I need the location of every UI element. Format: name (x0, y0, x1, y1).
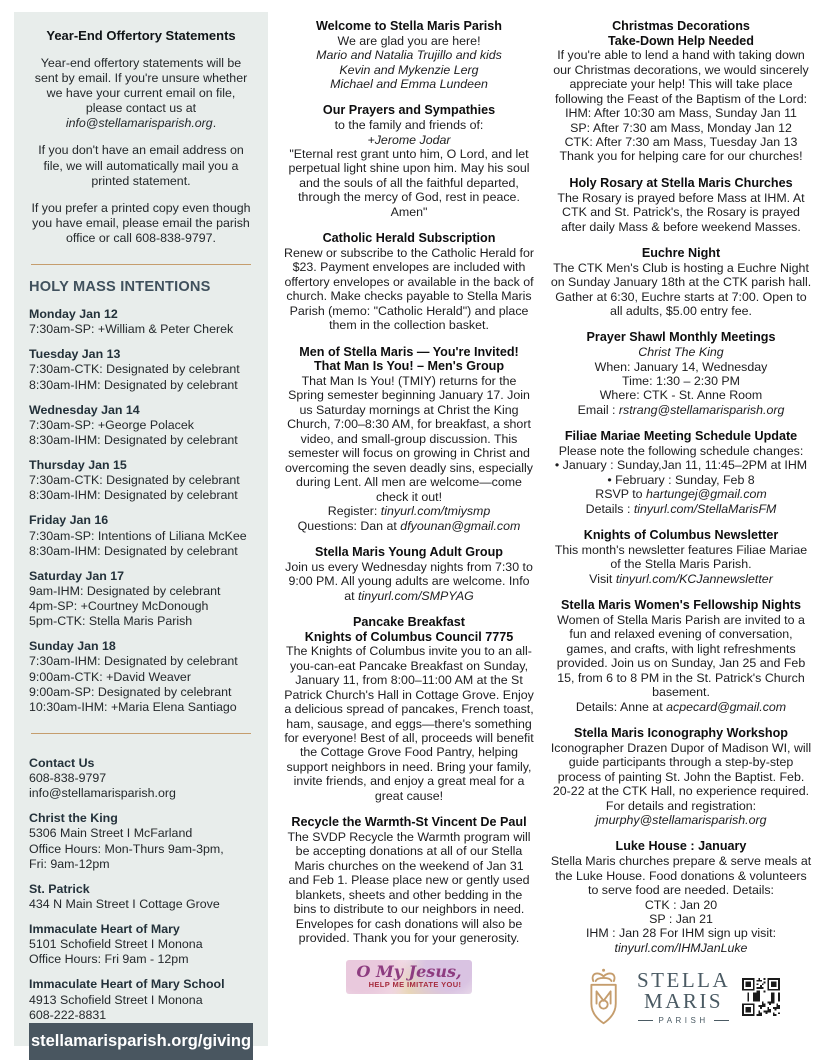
inline-text: +Jerome Jodar (367, 132, 451, 147)
mass-time: 7:30am-SP: +George Polacek (29, 417, 194, 432)
section-paragraph: Where: CTK - St. Anne Room (599, 388, 763, 403)
giving-link-bar[interactable]: stellamarisparish.org/giving (29, 1023, 253, 1060)
contact-list (29, 746, 253, 1023)
section-paragraph (550, 941, 812, 955)
mass-day-name: Sunday Jan 18 (29, 639, 116, 654)
sidebar-paragraph: If you don't have an email address on file, we will automatically mail you a printed statement. (38, 143, 244, 188)
section-paragraph: Please note the following schedule changes: (558, 444, 804, 458)
section-paragraph: SP: After 7:30 am Mass, Monday Jan 12 (570, 120, 792, 135)
inline-text: acpecard@gmail.com (666, 699, 787, 714)
contact-name: St. Patrick (29, 881, 90, 896)
section-paragraph (283, 63, 535, 77)
sidebar-title: Year-End Offertory Statements (46, 28, 236, 43)
contact-name: Immaculate Heart of Mary School (29, 977, 225, 992)
center-sections-host (283, 19, 535, 946)
inline-text: Kevin and Mykenzie Lerg (339, 62, 479, 77)
bulletin-section (283, 19, 535, 91)
column-center (283, 12, 535, 1046)
section-paragraph (283, 77, 535, 91)
section-paragraph: The SVDP Recycle the Warmth program will be accepting donations at all of our Stella Maris churches on the weekend of Jan 31 and Feb 1. Please place new or gently used blankets, sheets and other bedding in the bins to distribute to our neighbors in need. Envelopes for cash donations will also be provided. Thank you for your generosity. (287, 829, 531, 946)
parish-wordmark (636, 967, 731, 1025)
mass-day-name: Friday Jan 16 (29, 513, 109, 528)
section-paragraph: Time: 1:30 – 2:30 PM (622, 373, 740, 388)
section-paragraph: • January : Sunday,Jan 11, 11:45–2PM at IHM (554, 458, 808, 473)
sidebar-paragraph: If you prefer a printed copy even though you have email, please email the parish office or call 608-838-9797. (31, 200, 251, 246)
right-sections-host (550, 19, 812, 955)
bulletin-section (550, 330, 812, 417)
mass-time: 10:30am-IHM: +Maria Elena Santiago (29, 699, 237, 714)
section-heading: Stella Maris Women's Fellowship Nights (561, 598, 801, 613)
inline-text: Michael and Emma Lundeen (330, 77, 488, 92)
section-paragraph: Details : tinyurl.com/StellaMarisFM (585, 501, 777, 516)
mass-day (29, 307, 253, 337)
mass-day (29, 347, 253, 392)
section-paragraph: The Rosary is prayed before Mass at IHM. At CTK and St. Patrick's, the Rosary is prayed after daily Mass & before weekend Masses. (557, 190, 805, 234)
divider (31, 733, 251, 734)
inline-text: jmurphy@stellamarisparish.org (595, 813, 767, 828)
wordmark-subtitle: PARISH (637, 1016, 730, 1025)
contact-entry (29, 922, 253, 967)
section-paragraph: The CTK Men's Club is hosting a Euchre Night on Sunday January 18th at the CTK parish hall. Gather at 6:30, Euchre starts at 7:00. Open to all adults, $5.00 entry fee. (550, 260, 812, 318)
inline-text: tinyurl.com/IHMJanLuke (614, 940, 748, 955)
section-paragraph (550, 345, 812, 359)
mass-intentions-heading: HOLY MASS INTENTIONS (29, 279, 211, 296)
contact-line: 4913 Schofield Street I Monona (29, 992, 203, 1007)
mass-time: 9:00am-CTK: +David Weaver (29, 669, 191, 684)
section-paragraph: That Man Is You! (TMIY) returns for the Spring semester beginning January 17. Join us Saturday mornings at Christ the King Church, 7:00–8:30 AM, for breakfast, a short video, and small-group discussion. This semester will focus on growing in Christ and overcoming the seven deadly sins, especially during Lent. All men are welcome—come check it out! (285, 373, 533, 504)
section-paragraph (283, 48, 535, 62)
mass-time: 8:30am-IHM: Designated by celebrant (29, 488, 238, 503)
section-paragraph: to the family and friends of: (334, 118, 484, 133)
contact-line: 5101 Schofield Street I Monona (29, 937, 203, 952)
contact-line: 608-838-9797 (29, 771, 107, 786)
mass-day (29, 458, 253, 503)
parish-crest-icon (582, 967, 625, 1027)
section-heading: Catholic Herald Subscription (322, 231, 496, 246)
wordmark-line2: MARIS (644, 989, 724, 1014)
bulletin-section (283, 545, 535, 603)
bulletin-section (283, 231, 535, 332)
contact-name: Immaculate Heart of Mary (29, 922, 180, 937)
contact-entry (29, 882, 253, 912)
mass-time: 7:30am-SP: +William & Peter Cherek (29, 322, 234, 337)
bulletin-section (550, 726, 812, 827)
contact-line: 434 N Main Street I Cottage Grove (29, 896, 220, 911)
section-paragraph: Visit tinyurl.com/KCJannewsletter (589, 571, 773, 586)
mass-time: 5pm-CTK: Stella Maris Parish (29, 614, 193, 629)
section-paragraph: This month's newsletter features Filiae Mariae of the Stella Maris Parish. (554, 542, 808, 572)
mass-time: 4pm-SP: +Courtney McDonough (29, 599, 209, 614)
mass-time: 8:30am-IHM: Designated by celebrant (29, 543, 238, 558)
section-heading: Recycle the Warmth-St Vincent De Paul (291, 815, 527, 830)
section-paragraph: The Knights of Columbus invite you to an all-you-can-eat Pancake Breakfast on Sunday, January 11, from 8:00–11:00 AM at the St Patrick Church's Hall in Cottage Grove. Enjoy a delicious spread of pancakes, French toast, ham, sausage, and eggs—there's something for everyone! Best of all, proceeds will benefit the Cottage Grove Food Pantry, helping support neighbors in need. Bring your family, invite friends, and enjoy a great meal for a great cause! (284, 644, 534, 803)
inline-text: tinyurl.com/SMPYAG (358, 588, 474, 603)
mass-day-name: Monday Jan 12 (29, 307, 118, 322)
inline-text: hartungej@gmail.com (646, 487, 767, 502)
section-paragraph: SP : Jan 21 (649, 911, 713, 926)
mass-time: 7:30am-IHM: Designated by celebrant (29, 654, 238, 669)
parish-logo-row (550, 967, 812, 1027)
section-heading: Men of Stella Maris — You're Invited! (299, 344, 519, 359)
mass-day (29, 513, 253, 558)
mass-time: 9am-IHM: Designated by celebrant (29, 583, 221, 598)
mass-time: 7:30am-CTK: Designated by celebrant (29, 473, 240, 488)
section-paragraph: CTK: After 7:30 am Mass, Tuesday Jan 13 (564, 135, 798, 150)
sidebar (14, 12, 268, 1050)
inline-text: dfyounan@gmail.com (400, 518, 521, 533)
section-paragraph: IHM: After 10:30 am Mass, Sunday Jan 11 (565, 106, 797, 121)
section-heading: Euchre Night (641, 245, 721, 260)
mass-day (29, 403, 253, 448)
bulletin-section (550, 19, 812, 164)
section-paragraph: "Eternal rest grant unto him, O Lord, and let perpetual light shine upon him. May his soul and the souls of all the faithful departed, through the mercy of God, rest in peace. Amen" (288, 147, 530, 219)
section-heading: Knights of Columbus Council 7775 (304, 629, 514, 644)
section-paragraph: Questions: Dan at dfyounan@gmail.com (297, 518, 521, 533)
mass-day-name: Tuesday Jan 13 (29, 347, 121, 362)
qr-code (742, 978, 780, 1016)
inline-text: tinyurl.com/KCJannewsletter (615, 571, 773, 586)
section-paragraph: RSVP to hartungej@gmail.com (595, 487, 767, 502)
contact-line: 608-222-8831 (29, 1007, 107, 1022)
section-paragraph: Iconographer Drazen Dupor of Madison WI, will guide participants through a step-by-step process of painting St. John the Baptist. Feb. 20-22 at the CTK Hall, no experience required. For details and registration: jmurphy@stellamarisparish.org (550, 740, 812, 828)
sidebar-intro (29, 56, 253, 258)
mass-day-name: Thursday Jan 15 (29, 458, 127, 473)
section-heading: Holy Rosary at Stella Maris Churches (569, 175, 793, 190)
contact-entry (29, 811, 253, 872)
section-paragraph: Renew or subscribe to the Catholic Herald for $23. Payment envelopes are included with offertory envelopes or available in the back of church. Make checks payable to Stella Maris Parish (memo: "Catholic Herald") and place them in the collection basket. (284, 245, 534, 333)
contact-name: Contact Us (29, 755, 95, 770)
bulletin-section (283, 615, 535, 803)
section-heading: Stella Maris Iconography Workshop (574, 726, 788, 741)
section-heading: Our Prayers and Sympathies (322, 103, 496, 118)
mass-time: 7:30am-CTK: Designated by celebrant (29, 362, 240, 377)
divider (31, 264, 251, 265)
contact-line: 5306 Main Street I McFarland (29, 826, 193, 841)
section-paragraph: Join us every Wednesday nights from 7:30 to 9:00 PM. All young adults are welcome. Info at tinyurl.com/SMPYAG (285, 559, 533, 603)
section-heading: Take-Down Help Needed (607, 33, 755, 48)
inline-text: Christ The King (638, 345, 724, 360)
o-my-jesus-banner (346, 960, 471, 995)
section-heading: Christmas Decorations (612, 19, 750, 33)
contact-line: Office Hours: Mon-Thurs 9am-3pm, (29, 841, 224, 856)
contact-line: Fri: 9am-12pm (29, 856, 110, 871)
mass-time: 7:30am-SP: Intentions of Liliana McKee (29, 528, 247, 543)
section-heading: Pancake Breakfast (352, 614, 465, 629)
section-paragraph: Stella Maris churches prepare & serve meals at the Luke House. Food donations & volunteers to serve food are needed. Details: (550, 854, 812, 898)
section-paragraph: We are glad you are here! (337, 33, 481, 48)
mass-day-name: Wednesday Jan 14 (29, 402, 140, 417)
bulletin-section (283, 103, 535, 219)
section-heading: Prayer Shawl Monthly Meetings (586, 330, 776, 345)
mass-day (29, 639, 253, 715)
bulletin-section (550, 429, 812, 516)
bulletin-section (550, 839, 812, 955)
section-heading: That Man Is You! – Men's Group (313, 359, 505, 374)
section-paragraph (283, 133, 535, 147)
section-paragraph: Register: tinyurl.com/tmiysmp (327, 504, 491, 519)
section-paragraph: Details: Anne at acpecard@gmail.com (575, 699, 787, 714)
inline-text: info@stellamarisparish.org (65, 116, 213, 131)
section-paragraph: If you're able to lend a hand with taking down our Christmas decorations, we would sincerely appreciate your help! This will take place following the Feast of the Baptism of the Lord: (553, 48, 809, 106)
section-heading: Knights of Columbus Newsletter (583, 528, 779, 543)
section-paragraph: CTK : Jan 20 (644, 897, 718, 912)
mass-time: 8:30am-IHM: Designated by celebrant (29, 377, 238, 392)
wordmark-line1: STELLA (636, 967, 731, 992)
inline-text: tinyurl.com/StellaMarisFM (633, 501, 777, 516)
bulletin-section (550, 528, 812, 586)
banner-script-text: O My Jesus, (356, 961, 462, 981)
section-paragraph: IHM : Jan 28 For IHM sign up visit: (585, 926, 777, 941)
contact-entry (29, 756, 253, 801)
inline-text: Mario and Natalia Trujillo and kids (316, 48, 502, 63)
banner-caps-text: HELP ME IMITATE YOU! (368, 979, 462, 989)
mass-time: 8:30am-IHM: Designated by celebrant (29, 432, 238, 447)
bulletin-section (550, 246, 812, 318)
section-heading: Filiae Mariae Meeting Schedule Update (564, 429, 798, 444)
section-paragraph: When: January 14, Wednesday (594, 359, 768, 374)
bulletin-section (283, 815, 535, 945)
section-paragraph: Thank you for helping care for our churches! (559, 149, 803, 164)
section-heading: Welcome to Stella Maris Parish (316, 19, 502, 33)
section-heading: Stella Maris Young Adult Group (315, 544, 503, 559)
contact-name: Christ the King (29, 811, 118, 826)
section-paragraph: Email : rstrang@stellamarisparish.org (577, 402, 785, 417)
mass-day-name: Saturday Jan 17 (29, 568, 125, 583)
mass-intentions-list (29, 297, 253, 715)
section-heading: Luke House : January (615, 839, 747, 854)
contact-entry (29, 977, 253, 1022)
column-right (550, 12, 812, 1046)
contact-line: Office Hours: Fri 9am - 12pm (29, 952, 189, 967)
sidebar-paragraph: Year-end offertory statements will be sent by email. If you're unsure whether we have your current email on file, please contact us at info@stellamarisparish.org. (34, 55, 248, 131)
inline-text: tinyurl.com/tmiysmp (380, 504, 491, 519)
bulletin-section (283, 345, 535, 533)
mass-day (29, 569, 253, 630)
inline-text: rstrang@stellamarisparish.org (618, 402, 785, 417)
section-paragraph: • February : Sunday, Feb 8 (607, 472, 755, 487)
mass-time: 9:00am-SP: Designated by celebrant (29, 684, 232, 699)
bulletin-section (550, 598, 812, 714)
bulletin-section (550, 176, 812, 234)
contact-line: info@stellamarisparish.org (29, 786, 176, 801)
section-paragraph: Women of Stella Maris Parish are invited to a fun and relaxed evening of conversation, games, and crafts, with light refreshments provided. Join us on Sunday, Jan 25 and Feb 15, from 6 to 8 PM in the St. Patrick's Church basement. (556, 612, 806, 700)
